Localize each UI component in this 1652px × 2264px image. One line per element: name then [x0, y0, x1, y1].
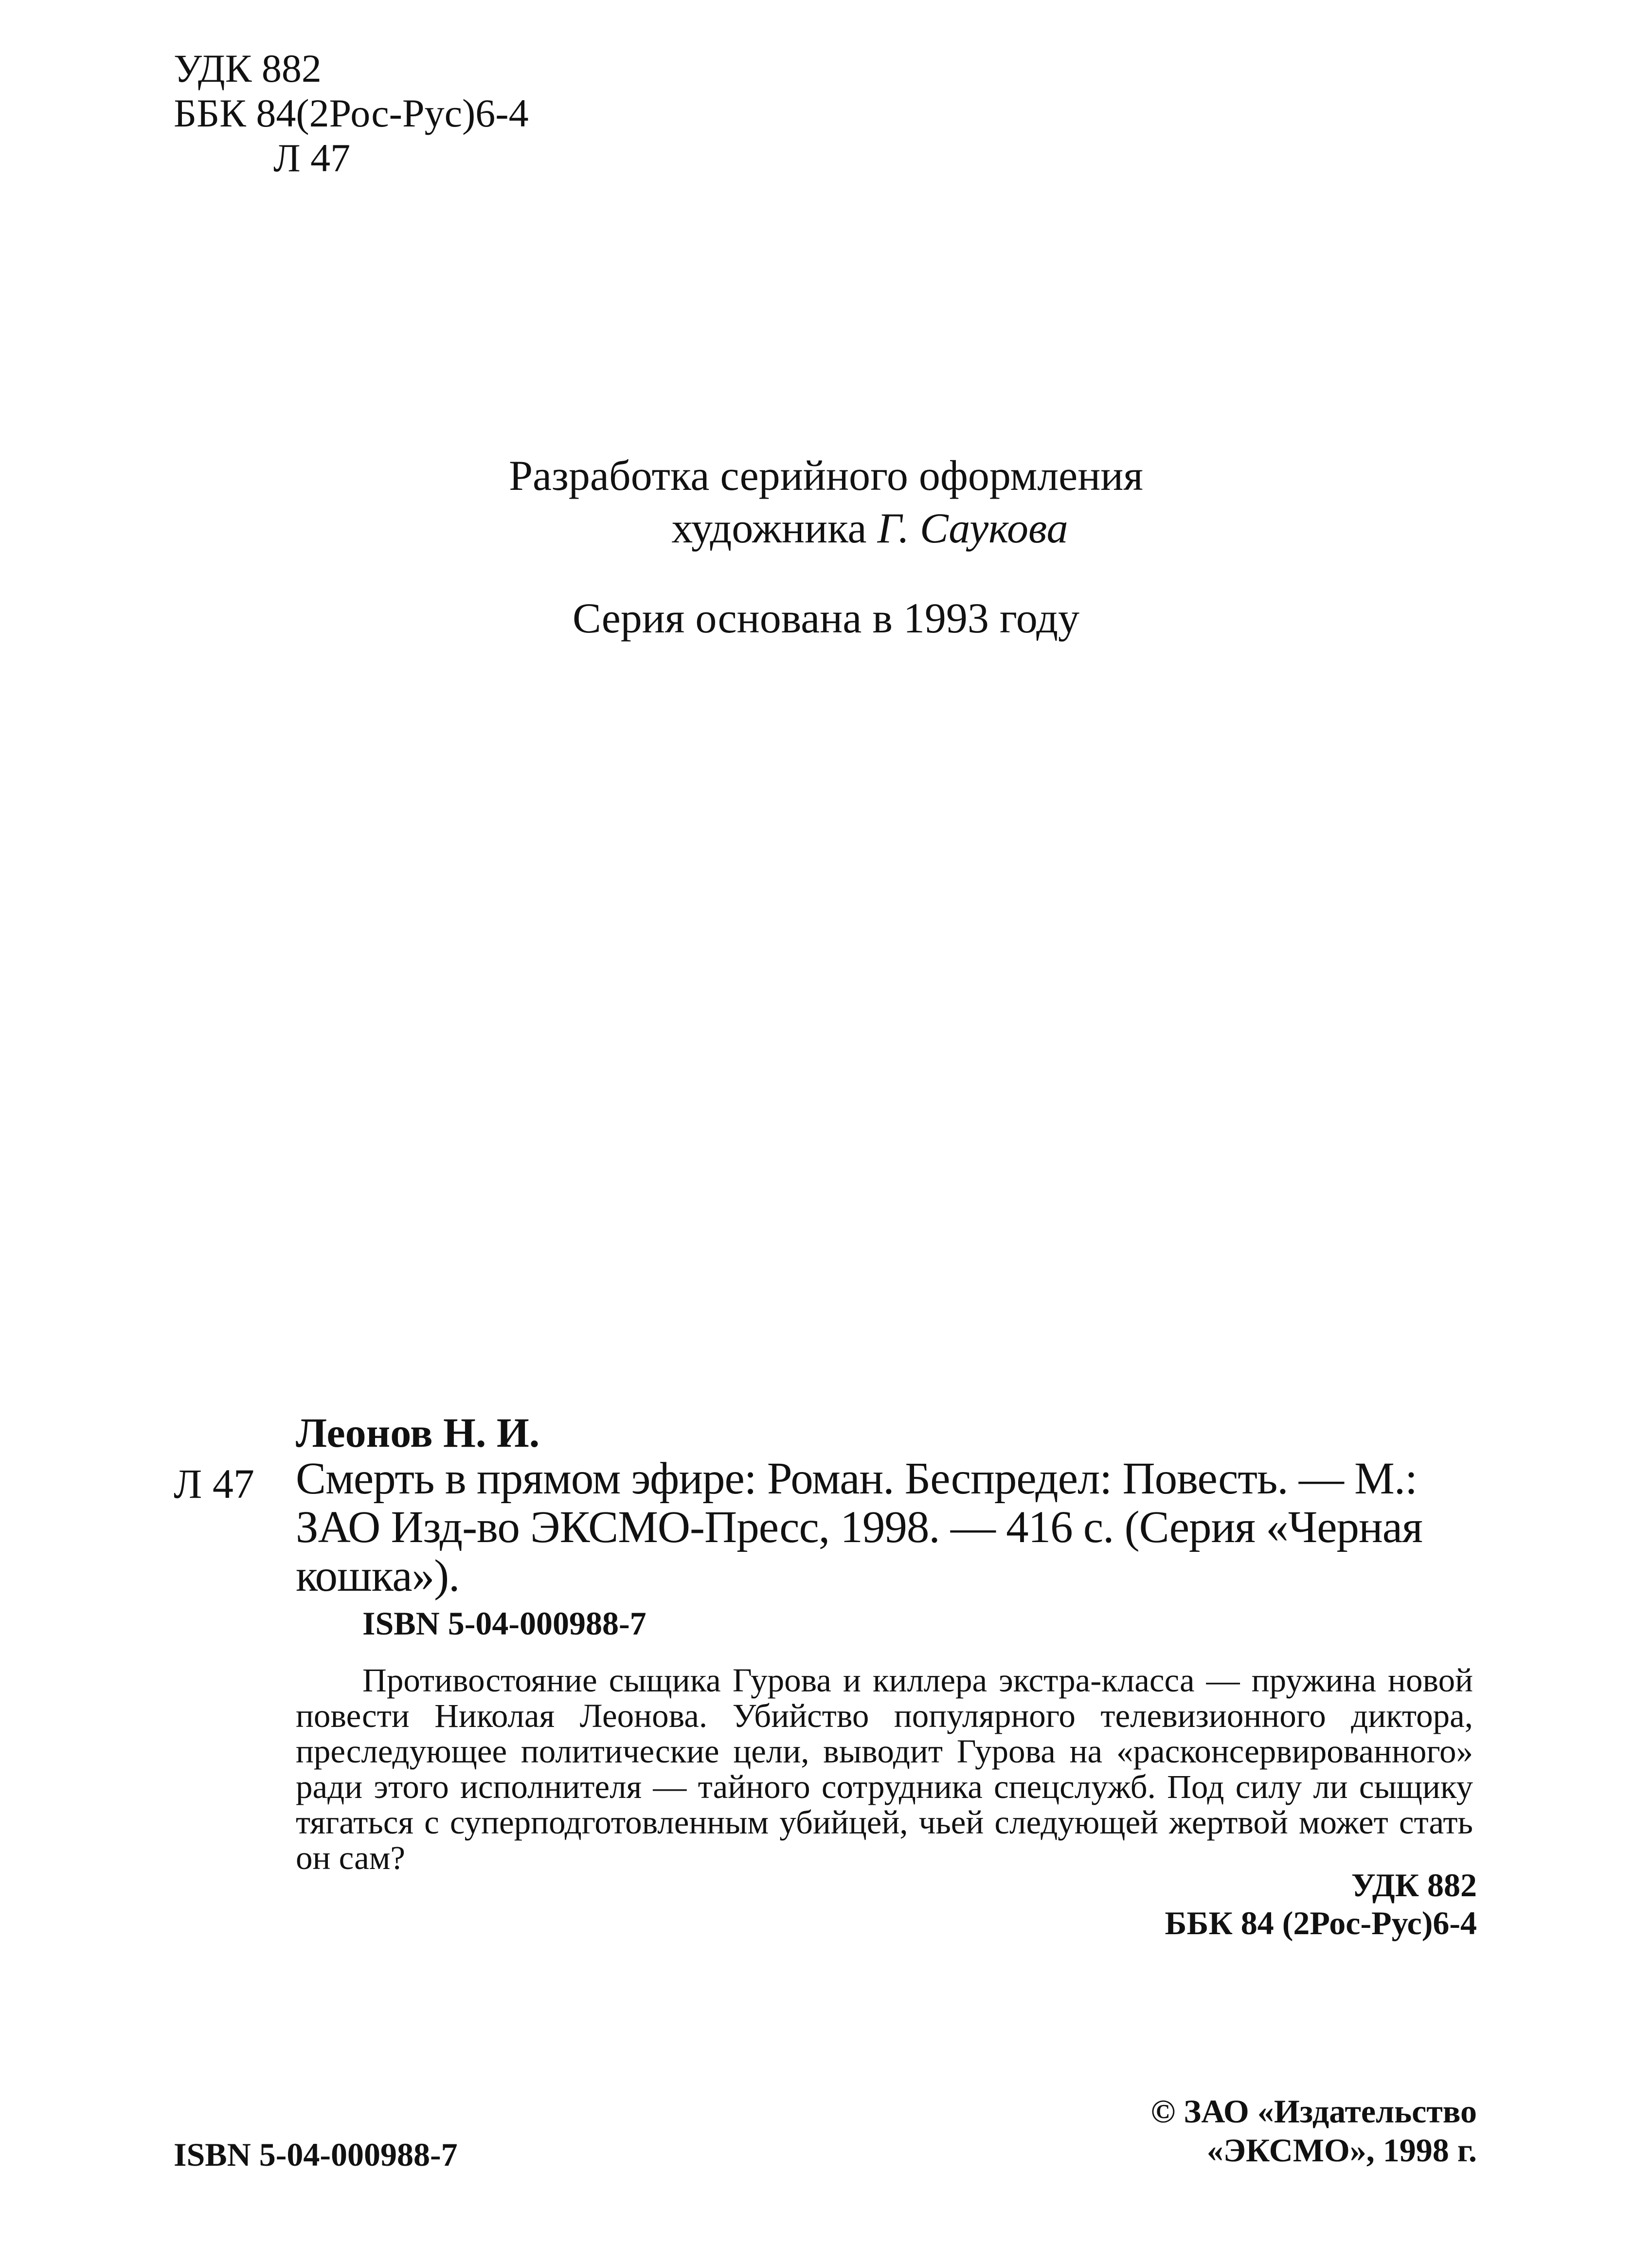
card-isbn: ISBN 5-04-000988-7	[362, 1605, 646, 1642]
udk-code: УДК 882	[174, 46, 322, 90]
credits-line-1: Разработка серийного оформления	[509, 452, 1143, 500]
card-author-mark: Л 47	[174, 1460, 254, 1507]
card-author: Леонов Н. И.	[296, 1409, 540, 1456]
copyright-notice	[1151, 2092, 1477, 2170]
credits-artist-prefix: художника	[671, 505, 878, 552]
classification-codes-block	[174, 46, 529, 180]
series-founded-note: Серия основана в 1993 году	[572, 595, 1080, 642]
author-mark-code: Л 47	[273, 136, 351, 180]
card-bbk: ББК 84 (2Рос-Рус)6-4	[1165, 1905, 1477, 1941]
bbk-code: ББК 84(2Рос-Рус)6-4	[174, 91, 529, 135]
credits-artist-name: Г. Саукова	[877, 505, 1068, 552]
card-classification-codes	[1165, 1866, 1477, 1942]
card-udk: УДК 882	[1351, 1867, 1477, 1904]
series-design-credits	[0, 450, 1652, 555]
card-annotation: Противостояние сыщика Гурова и киллера экстра-класса — пружина новой повести Николая Леонова. Убийство популярного телевизионного диктора, преследующее политические цели, выводит Гурова на «расконсервированного» ради этого исполнителя — тайного сотрудника спецслужб. Под силу ли сыщику тягаться с суперподготовленным убийцей, чьей следующей жертвой может стать он сам?	[296, 1662, 1473, 1876]
credits-line-2	[0, 503, 1652, 555]
copyright-line-1: © ЗАО «Издательство	[1150, 2093, 1477, 2130]
footer-isbn: ISBN 5-04-000988-7	[174, 2136, 458, 2173]
card-bibliographic-description: Смерть в прямом эфире: Роман. Беспредел: Повесть. — М.: ЗАО Изд-во ЭКСМО-Пресс, 1998. — 416 с. (Серия «Черная кошка»).	[296, 1454, 1422, 1601]
copyright-line-2: «ЭКСМО», 1998 г.	[1206, 2132, 1477, 2169]
